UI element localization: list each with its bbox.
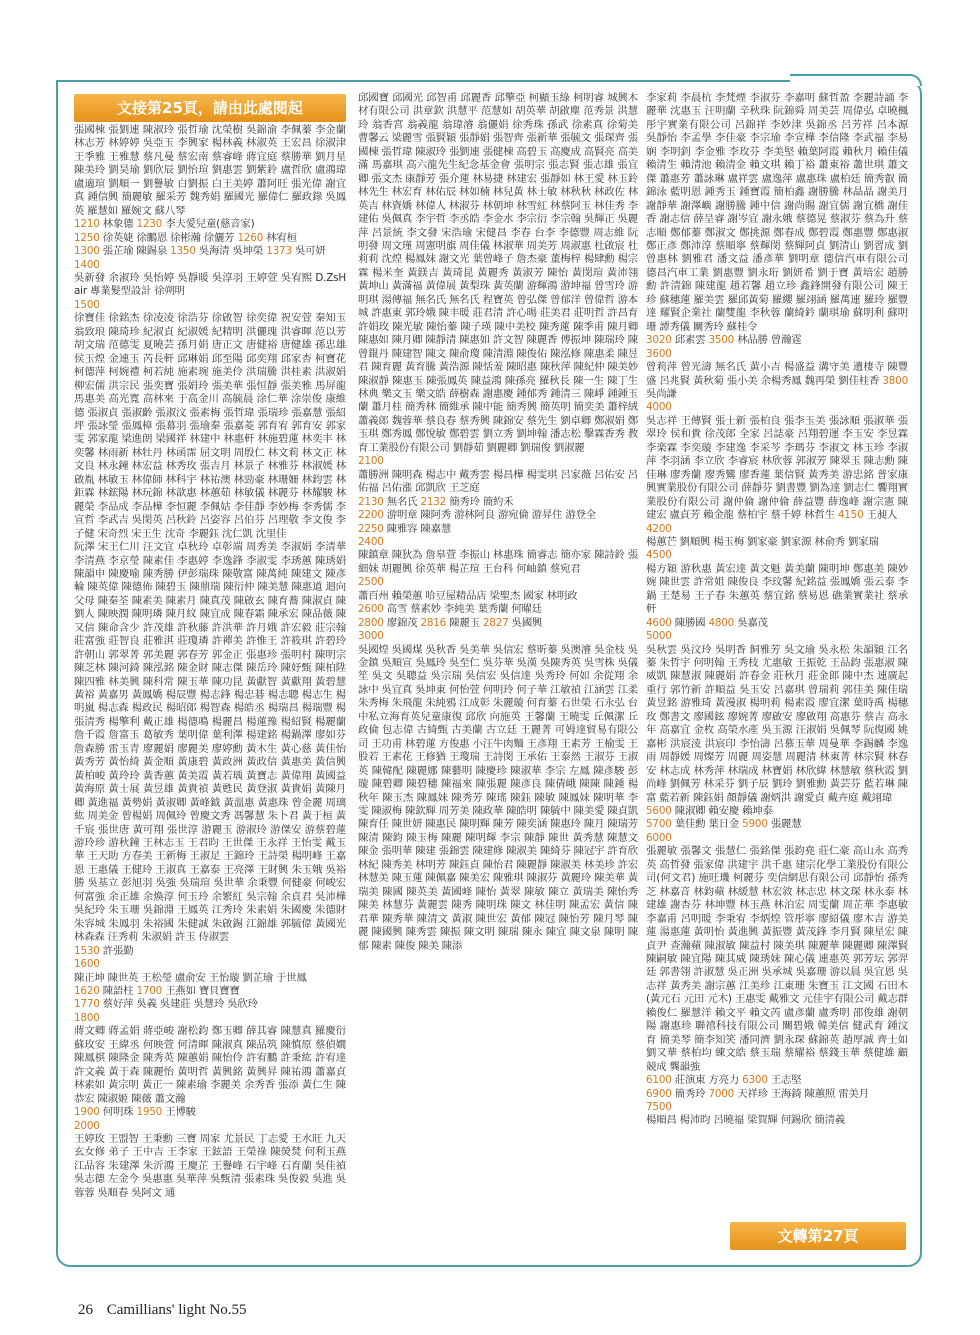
donor-line: 1530 許張勤 [74,944,134,957]
donor-line: 2100 [358,455,384,468]
continued-from-banner: 文接第25頁，請由此處閱起 [74,94,346,122]
donor-line: 陳正坤 陳世英 王松瑩 盧俞安 王怡璇 劉芷瑜 于世鳳 [74,971,307,984]
donor-line: 2200 游明章 陳阿秀 游林阿良 游宛倫 游昇住 游登全 [358,509,596,522]
frame-corner-tab [790,74,922,86]
donor-line: 2130 無名氏 2132 簡秀玲 簡約禾 [358,495,514,508]
donor-line: 5000 [646,630,672,643]
donor-line: 2500 [358,576,384,589]
donor-line: 4600 陳勝國 4800 吳嘉茂 [646,616,768,629]
donor-line: 楊方穎 游秋惠 黃宏達 黃文魁 黃美蘭 陳明坤 鄭惠美 陳妙婉 陳世雲 許常姐 陳俊良 李玟馨 紀銘益 張鳳嬌 張云泰 李鍋 王楚易 王子春 朱蕙英 蔡宜銘 蔡易恩 礁業實業社 蔡承軒 [646,562,908,616]
donor-line: 王婷玫 王盟智 王秉勳 三寶 周家 尤景民 丁志愛 王水旺 九天玄女修 弟子 王中吉 王李家 王鉉語 王榮祿 陳熒焚 何利玉燕 江品容 朱建澤 朱沂鴻 王慶芷 王譽峰 石宇峰 石育蘭 吳佳禎 吳志德 左金今 吳惠惠 吳華萍 吳甄清 張素珠 吳俊毅 吳進 吳蓉蓉 吳順春 吳阿文 通 [74,1132,346,1199]
donor-line: 3000 [358,630,384,643]
donor-line: 1400 [74,258,100,271]
donor-line: 7500 [646,1100,672,1113]
donor-line: 5600 陳淑卿 賴安慶 賴坤泰 [646,805,773,818]
donor-line: 1600 [74,958,100,971]
page-footer [78,1302,247,1319]
donor-line: 1620 陳語柱 1700 王燕如 寶貝寶寶 [74,985,240,997]
donor-line: 張麗敏 張馨文 張慧仁 張銘傑 張鈞堯 莊仁豪 高山永 高秀英 高哲發 張家偉 洪建宇 洪千惠 建宗化學工業股份有限公司(何文君) 施旺璣 柯麗芬 奕信網思有限公司 邱靜怡 孫秀芝 林嘉音 林鈞蘋 林緩慧 林宏敘 林志忠 林文琛 林永泰 林建雄 謝杏芬 林坤豐 林玉燕 林泊宏 周雯蘭 周芷華 李惠敏 李嘉甫 呂明暖 李秉宥 李炳煌 管彤寧 廖紹儀 廖木吉 游美蓮 湯惠蓮 黃明怡 黃進興 黃振豐 黃茂鋒 李月賢 陳星宏 陳貞尹 查瀚蘋 陳淑敏 陳益村 陳美琪 陳麗華 陳麗卿 陳澤賢 陳嗣敏 陳宜陽 陳其威 陳琇妹 陳心儀 連惠英 郭芳坛 郭羿廷 郭書翎 許淑慧 吳正洲 吳承城 吳嘉珊 游以晨 吳宜恩 吳志祥 黃秀美 謝宗蕙 江美珍 江東珊 朱寶玉 江文國 石田木(黃元石 元田 元木) 王惠雯 戴雅文 元佳宇有限公司 戴志群 賴俊仁 羅慧洋 賴文平 賴文芮 盧彥蘭 盧秀明 邵俊雄 謝朝陽 謝惠珍 聯禧科技有限公司 關碧娥 韓美信 健武育 鍾汶育 簡美琴 簡李知笑 潘同濟 劉永琛 蘇錦英 趙厚誠 齊士如 劉又華 蔡柏均 練文皓 蔡玉瑞 蔡耀裕 蔡錢玉華 蔡健雄 顧競成 龔韻強 [646,845,908,1073]
donor-line: 李家莉 李晨杭 李梵煙 李淑芬 李嘉明 蘇哲盈 李麗詩誦 李麗華 沈惠玉 汪明蘭 辛秋珠 阮錦舜 周美芸 周偉弘 卓曉楓 彤宇實業有限公司 呂錦祥 李妙津 吳錦丞 呂芳祥 呂本源 吳靜怡 李孟學 李佳豪 李宗瑜 李宣樺 李信隆 李武福 李易娴 李明釗 李金雅 李玫芬 李美堅 賴葉阿霞 賴秋月 賴佳儀 賴清生 賴清池 賴清金 賴文琪 賴丁裕 蕭東裕 蕭世琪 蕭文傑 蕭惠芳 蕭詠琳 盧祥雲 盧逸萍 盧惠珠 盧柏廷 簡秀叡 簡錦泳 藍明恩 鍾秀玉 鍾寶霞 簡柏鑫 謝勝騰 林晶晶 謝美月 謝靜華 謝澤嶼 謝勝騰 鍾中信 謝尚賜 謝宜儒 謝宜橋 謝佳香 謝志信 薛呈睿 謝岑宜 謝永娥 蔡德晃 蔡淑芬 蔡為升 蔡志順 鄭郁蓁 鄭淑文 鄭挑源 鄭春成 鄭碧霞 鄭惠豐 鄭惠淑 鄭正彥 鄭沛淳 蔡順寧 蔡輝閔 蔡輝阿貞 劉清山 劉習成 劉曾惠林 劉雅君 潘文益 潘彥華 劉明章 德信汽車有限公司 德昌汽車工業 劉惠豐 劉永珩 劉妍希 劉于寶 黃培宏 趙勝勳 許清錦 陳建龍 趙若馨 趙立珍 鑫鋒開發有限公司 陳王珍 蘇穗蓮 羅美雲 羅邱黃菊 羅纓 羅翊涵 羅萬連 羅玲 羅豐達 耀賢企業社 蘭雙龍 李秋蓉 蘭綺鈐 蘭琪瑜 蘇明利 蘇明珊 譚秀儀 關秀玲 蘇桂令 [646,92,908,333]
donor-line: 吳秋雲 吳汶玲 吳明香 飼雅芳 吳文瑜 吳永松 朱韻穎 江名蓁 朱哲宇 何明翰 王秀枝 尤惠敏 王振乾 王品鈞 張惠淑 陳威凱 陳慧淑 陳麗娟 許春金 莊秋月 莊金郎 陳中杰 連廣起重行 郭竹新 許順益 吳玉安 呂嘉琪 曾瑞莉 郭佳美 陳佳瑞 黃昱銘 游雅琦 黃漫淑 楊明莉 楊素霞 廖宜潔 葉時禹 楊穗玫 鄭書文 廖國鉉 廖婉菁 廖啟安 廖啟翔 高惠芬 蔡吉 高永年 高嘉宜 金枚 高榮水產 吳玉源 汪淑娟 吳佩琴 阮復國 姚嘉彬 洪宸淩 洪宸印 李怡濤 呂慕玉華 周曼華 李錫麟 李逸雨 周靜媛 周燦芳 周麗 周姿慧 周麗清 林東菁 林宗賢 林春安 林志成 林秀萍 林瑞成 林寶娟 林欣緯 林慧敏 蔡秋霞 劉尚峰 劉佩芳 林采芬 劉子辰 劉玲 劉雅勳 黃芸芬 藍若琳 陳富 藍若新 陳鈺娟 顏靜儀 謝炳洪 謝愛貞 戴卉庭 戴翊瑋 [646,643,908,804]
donor-line: 曾莉萍 曾光濤 無名氏 黃小吉 楊盛益 溝守美 遺棲寺 陳豐盛 呂兆賢 黃秋菊 張小美 余楊秀鳳 魏再榮 劉佳桂香 3800 吳尚謙 [646,361,908,400]
donor-line: 6900 簡秀玲 7000 天祥珍 王海錡 陳蕙照 雷美月 [646,1087,869,1100]
donor-line: 蔣文卿 蔣孟娟 蔣亞峻 謝松鈞 鄭玉卿 薛其睿 陳慧真 羅慶衍 蘇玫安 王緯丞 何映萱 何清暉 陳淑真 陳品筑 陳慎原 蔡偵嫺 陳鳳棋 陳隆金 陳秀英 陳蕙娟 陳怡伶 許宥鵬 許秉紘 許宥達 許文義 黃于森 陳麗怡 黃明哲 黃興銘 黃興昇 陳祐鴻 蕭嘉貞 林素如 黃宗明 黃正一 陳素瑜 李麗美 余秀香 張添 黃仁生 陳恭宏 陳淑姬 陳薇 蕭文瀚 [74,1025,346,1105]
donor-column-2 [358,92,638,1250]
donor-line: 蕭百州 賴榮蕙 哈豆屋精品店 梁聖杰 國家 林明政 [358,589,578,602]
donor-line: 2600 高雪 蔡素妙 李純美 葉秀蘭 何曜廷 [358,603,542,616]
donor-line: 4000 [646,401,672,414]
donor-line: 1500 [74,298,100,311]
donor-column-3 [646,92,908,1202]
magazine-name: Camillians' light [106,1302,206,1318]
donor-line: 5700 葉佳勳 葉日金 5900 張麗慧 [646,818,802,831]
donor-line: 阮澤 宋王仁川 汪文宜 卓秋玲 卓彰端 周秀美 李淑娟 李清華 李清燕 李京瑩 陳素佳 李惠婷 李逸鋒 李淑雯 李琇蕙 陳琇娟 陳韻申 陳慶喻 陳秀勝 伊彭瑞珠 陳敬富 陳萬純 陳建文 陳彥輪 陳英偉 陳德佈 陳碧玉 陳鼎瑞 陳衍仲 陳美慧 陳惠道 迴向父母 陳秦荃 陳素美 陳素月 陳真茂 陳啟玄 陳育蕎 陳淑貞 陳劉人 陳映潤 陳明璘 陳月紋 陳宜成 陳春霜 陳承宏 陳品薇 陳又信 陳命含少 許茂雄 許秋藤 許洪華 許月娥 許宏毅 莊宗翰 莊富強 莊智良 莊雅淇 莊瓊璘 許禪美 許惟王 許筱琪 許碧玲 許朝山 郭翠菁 郭美麗 郭春芳 郭金正 張惠珍 張明村 陳明宗 陳芝林 陳河錡 陳泓銘 陳金財 陳志傑 陳岳玲 陳妤甄 陳柏陞 陳四雅 林美興 陳科常 陳玉華 陳功昆 黃獻智 黃獻翔 黃碧慧 黃裕 黃嘉男 黃鳳嬌 楊辰豐 楊志鋒 楊忠碁 楊志聰 楊志生 楊明嵐 楊志森 楊政民 楊昭郎 楊智森 楊皓丞 楊瑞昌 楊瑞豐 楊張清秀 楊擎利 戴正雄 楊德鳴 楊麗昌 楊蓮豫 楊紹賢 楊麗蘭 詹千霞 詹富玉 葛敏秀 葉明偉 葉利澤 楊建銘 楊鍋澤 廖如芬 詹森勝 雷玉青 廖麗娟 廖麗美 廖婷勳 黃木生 黃心慈 黃佳怡 黃秀芳 黃怡綺 黃金順 黃康碧 黃政洲 黃政信 黃惠美 黃信興 黃柏峻 黃玲玲 黃香蕙 黃美霞 黃若瑀 黃寶志 黃偉翔 黃國益 黃海原 黃士展 黃昱雄 黃貴禎 黃甦民 黃登淑 黃貴娟 黃陳月卿 黃進福 黃勢娟 黃淑卿 黃峰鉞 黃溫惠 黃惠珠 曾金麗 周璃紘 周美金 曾楊娟 周佩玲 曾慶文秀 馮馨慧 朱卜君 黃于桓 黃千宸 張世唐 黃可翔 張世淳 游麗玉 游淑玲 游傑安 游蔡碧蓮 游玲珍 游秋鐘 王林志玉 王君昀 王世傑 王永祥 王怡雯 戴玉華 王天助 方春美 王新梅 王淑足 王錦玲 王詩榮 楊明峰 王嘉恩 王惠儀 王健玲 王淑真 王嘉泰 王亮澤 王財興 朱玉娥 吳裕勝 吳基立 彭旭羽 吳強 吳瑞瑄 吳世華 余秉豐 何健豪 何峻宏 何富強 余正雄 余煥淳 何玉玲 余繁紅 吳宗翰 余貞君 吳沛樺 吳紀玲 朱玉珊 吳錦淵 王鳳英 江秀玲 朱素娟 朱國慶 朱德財 朱容城 朱鳳羽 朱裕國 朱健誠 朱啟錫 江錦雄 郭毓偉 黃國光 林森森 汪秀莉 朱淑娟 許玉 侍淑雲 [74,541,346,944]
donor-line: 楊順昌 楊沛昀 呂曉福 梁賀輝 何錫欣 簡清義 [646,1114,845,1127]
donor-line: 6100 莊演東 方亮力 6300 王志堅 [646,1074,802,1087]
donor-line: 蕭勝洲 陳明森 楊志中 戴秀雲 楊昌樺 楊雯琪 呂家薇 呂佑安 呂佑福 呂佑漲 邱凱欣 王芝庭 [358,468,638,495]
donor-line: 1250 徐英婕 徐鵬恩 徐彬瀚 徐儷芳 1260 林宥桓 [74,231,297,244]
donor-line: 3600 [646,347,672,360]
donor-line: 2800 廖錦茂 2816 陳麗玉 2827 吳國興 [358,616,543,629]
donor-line: 吳新發 余淑玲 吳怡婷 吳靜暖 吳淳羽 王婷萱 吳宥熙 D.ZsHair 專業髮型設計 徐朔明 [74,271,346,298]
donor-line: 1300 張芷瑜 陳錫泉 1350 吳海清 吳坤榮 1373 吳可妍 [74,245,326,258]
donor-line: 吳國煌 吳國煤 吳秋香 吳美華 吳信宏 蔡昕蓁 吳澳濬 吳金枝 吳金鎮 吳順宣 吳鳳玲 吳至仁 吳芬華 吳漢 吳陳秀英 吳雪株 吳儀笙 吳文 吳聰益 吳宗瑞 吳信宏 吳信達 吳秀玲 何如 余從翔 余詠中 吳宜真 吳坤東 何怡萱 何明玲 何子華 江敏禎 江涵雲 江柔 朱秀梅 朱飛龍 朱純鴉 江成彰 朱麗璇 何育蓁 石世榮 石永弘 台中私立海育英兒童康復 邱欣 向施英 王馨蘭 王曉雯 丘佩潔 丘政倫 包志偉 古綺甄 古美蘭 古立廷 王麗菁 可姆達貿易有限公司 王功甫 林碧蓮 方俊惠 小汪牛肉麵 王彥翔 王素芳 王榆雯 王股若 王素花 王修猶 王瓊瑞 王詩閔 王承佑 王泰然 王淑芬 王淑英 陳韓配 陳麗娜 陳藝明 陳慶珍 陳淑華 李宗 左鳳 陳彥駿 彭璇 陳碧卿 陳碧穗 陳福來 陳張麗 陳彥良 陳倩峨 陳陳 陳鍾 楊秋年 陳玉杰 陳鳳妹 陳秀芳 陳瑤 陳鈺 陳敏 陳鳳妹 陳明華 李雯 陳淑梅 陳欽輝 周芳美 陳政華 陳皓明 陳毓中 陳美愛 陳貞凱 陳育任 陳世妍 陳惠民 陳明輝 陳芳 陳奕涵 陳惠玲 陳月 陳瑞芳 陳清 陳鈞 陳玉梅 陳麗 陳明輝 李宗 陳靜 陳世 黃秀慧 陳慧文 陳金 張明華 陳建 張錦雲 陳建修 陳淑美 陳綺芬 陳冠宇 許育欣 林紀 陳秀美 林明芳 陳鈺貞 陳怡君 陳麗靜 陳淑美 林美珍 許宏 林慧美 陳玉蓮 陳佩嘉 陳美宏 陳雅琪 陳淑芬 黃麗玲 陳美華 黃瑞美 陳國 陳英美 黃國峰 陳怡 黃翠 陳敏 陳立 黃瑞美 陳怡秀 陳美 林慧芬 黃麗雲 陳秀 陳明珠 陳文 林佳明 陳孟宏 黃信 陳君華 陳秀華 陳清文 黃淑 陳世宏 黃郁 陳冠 陳怡芳 陳月琴 陳麗 陳國興 陳秀雲 陳振 陳文明 陳瑞 陳永 陳宜 陳文泉 陳明 陳郁 陳素 陳俊 陳美 陳添 [358,643,638,952]
donor-line: 4200 [646,522,672,535]
donor-line: 張國棟 張劉連 陳淑玲 張哲瑜 沈榮樹 吳錦渝 李佩蓁 李金蘭 林志芳 林婷婷 吳亞玉 李興家 楊林義 林淑英 王宏昌 徐淑津 王季雅 王雅慧 蔡凡曼 蔡宏南 蔡睿峰 蔣宜庭 蔡勝華 劉月星 陳美玲 劉昊瑜 劉欣辰 劉怡瑄 劉惠雲 劉紫鈴 盧哲欣 盧鴻瑋 盧適瑄 劉順一 劉譽敏 白劉振 白王美婷 蕭阿旺 張光偉 謝宜真 鍾信興 簡麗敏 羅采芳 魏秀娟 羅國光 羅偉仁 羅政錄 吳鳳英 羅慧如 羅婉文 蘇八琴 [74,124,346,217]
issue-number: No.55 [209,1302,247,1318]
donor-line: 1900 何明珠 1950 王博駿 [74,1106,196,1119]
donor-column-1 [74,124,346,1246]
donor-line: 楊蕙芒 劉順興 楊玉梅 劉家豪 劉家源 林俞秀 劉家瑞 [646,535,879,548]
donor-line: 6000 [646,831,672,844]
donor-line: 陳鎮章 陳狄為 詹皋萱 李振山 林惠珠 簡睿志 簡亦家 陳詩鈴 張細妹 胡麗興 徐英華 楊芷瑄 王台科 何岫鎮 蔡宛君 [358,549,638,575]
donor-line: 徐寶佳 徐銘杰 徐凌凌 徐浩芬 徐啟智 徐奕偉 祝安萱 秦知玉 翁致琅 陳琦珍 紀淑貞 紀淑媛 紀精明 洪儷瑰 洪睿暉 范以芳 胡文瑞 范德雯 夏曉芸 孫月娟 唐正文 唐健裕 唐健雄 孫忠雄 侯玉煌 金連玉 芮長軒 邱琳娟 邱至陽 邱奕翔 邱家杏 柯寶花 柯德萍 柯婉禮 柯若純 施素琬 施美伶 洪瑞騰 洪桂素 洪淑娟 柳宏儒 洪宗民 張奕寶 張娟玲 張美華 張恒靜 張美雅 馬屏龍 馬惠美 高光寬 高林來 于高金川 高毓晨 涂仁華 涂崇俊 康維德 張淑貞 張淑齡 張淑汶 張素梅 張哲瑋 張瑞珍 張嘉慧 張紹坪 張詠瑩 張鳳樟 張幕羽 張瑜秦 張嘉菱 郭育宥 郭育安 郭家雯 郭家龍 梁進朗 梁國祥 林建中 林惠軒 林施碧蓮 林奕丰 林奕馨 林雨新 林牡丹 林函霈 屈文明 周殷仁 林文莉 林文正 林文良 林永鐘 林宏益 林秀玫 張吉月 林景子 林雅芬 林淑媛 林啟胤 林敏玉 林偉師 林科宇 林祐澳 林勁豪 林珊姍 林鈞雲 林鉅霖 林鋐陽 林玩錦 林歆惠 林蕙茹 林敏儀 林麗芬 林耀駿 林麗榮 李品成 李品樺 李恒麗 李佩姑 李佳靜 李妙梅 李秀儒 李宣哲 李武吉 吳閔英 呂秋鈴 呂姿容 呂伯芬 呂理敬 李文俊 李子健 宋奇烈 宋王生 沈奇 李麗鈺 沈仁凱 沈里佳 [74,312,346,540]
donor-line: 2250 陳雅容 陳嘉慧 [358,522,452,535]
donor-line: 1770 蔡好萍 吳義 吳建莊 吳慧玲 吳欣玲 [74,998,258,1011]
donor-line: 2000 [74,1119,100,1132]
donor-line: 吳志祥 王傳賢 張士新 張柏良 張李玉美 張詠順 張淑華 張翠玲 侯和貴 徐茂郎 全家 呂誌豪 呂翔碧運 李玉安 李昱霖 李楽霖 李奕璇 李建逸 李采芩 李瑪芬 李淑文 林玉珍 李淑萍 李羽涵 李立欣 李睿宸 林欣蓉 郭淑芳 陳翠玉 陳志勳 陳佳琳 廖秀蘭 廖秀鸞 廖香蓮 葉信賢 黃秀美 游忠銘 普家康興實業股份有限公司 薛靜芬 劉書豐 劉為達 劉志仁 饗翔實業股份有限公司 謝仲倫 謝仲倫 薛益豐 薛逸峰 謝宗憲 陳建宏 盧貞芳 賴金龍 蔡柏宇 蔡千婷 林哲生 4150 王昶人 [646,414,908,522]
donor-line: 4500 [646,549,672,562]
donor-line: 邱國寶 邱國光 邱智甫 邱麗香 邱擎亞 柯顯玉綠 柯明睿 城興木材有限公司 洪章欽 洪慧平 范慧如 胡英華 胡啟塵 范秀景 洪慧玲 翁香宮 翁義龍 翁瑋濬 翁儷娟 徐秀珠 孫武 徐素真 徐菊美 曹馨云 梁麗雪 張賢穎 張靜娟 張智齊 張新華 張毓文 張琛齊 張國棟 張哲瑋 陳淑玲 張劉連 張健棟 高碧玉 高慶成 高賢亮 高美滿 馬嘉琪 高六龍先生紀念基金會 張明宗 張志賢 張志雄 張宜卿 張文杰 康靜芳 張介蓮 林易捷 林建宏 張靜如 林王愛 林玉鈴 林先生 林宏育 林佑辰 林如楠 林兒黃 林士敏 林秋秋 林政佐 林英吉 林資嬌 林偉人 林淑芬 林朝坤 林雪紅 林蔡阿玉 林佳秀 李建佑 吳佩真 李宇哲 李丞皓 李金水 李宗衍 李宗翰 吳輝正 吳麗萍 呂景統 李文發 宋浩瑜 宋健昌 李春 台李 李德豐 周志維 阮明發 周文瑾 周憲明旗 周佳儀 林淑華 周美芳 周淑惠 杜啟宸 杜莉莉 沈煌 楊鳳妹 謝文光 葉曾峰子 詹杰豪 董梅梓 楊肆勳 楊宗霖 楊米奎 黃鎂吉 黃琦昆 黃麗秀 黃淑芳 陳怡 黃閔瑄 黃沛翎 黃坤山 黃滿福 黃偉展 黃梨珠 黃英蘭 游輝鴻 游坤福 曾雪玲 游明琪 湯傳福 無名氏 無名氏 程寶英 曾弘傑 曾郁洋 曾偉哲 游本城 許惠東 郭玲娥 陳丰暖 莊君清 許心暘 莊美君 莊明哲 許昌育 許娟玫 陳光敏 陳怡蓁 陳子瑛 陳中美校 陳秀蓮 陳季甫 陳月卿 陳惠如 陳月卿 陳靜清 陳惠如 許文智 陳麗香 傅振坤 陳瑞玲 陳曾錕丹 陳建智 陳文 陳俞瓊 陳清淵 陳俊佑 陳泓修 陳惠柔 陳昱君 陳育麗 黃育騰 黃浩源 陳恬羞 陳昭惠 陳秋萍 陳紀仲 陳美妙 陳淑靜 陳惠玉 陳張鳳英 陳益鴻 陳孫亮 羅秋長 陳一生 陳丁生 林典 樂文玉 樂文皓 薛樹森 謝惠慶 鍾郁秀 鍾清三 陳崢 鍾鍾玉蘭 蕭月桂 簡秀林 簡維承 陳中能 簡秀興 簡英明 簡奕美 蕭梓絨 蕭義郎 魏蓉華 蔡良春 蔡秀興 陳錦安 蔡先生 劉卓卿 鄭淑娟 鄭玉琪 鄭秀鳳 鄭悅敏 鄭碧雲 劉立秀 劉坤翰 潘志松 擊霖香秀 教育工業股份有限公司 劉靜茹 劉麗卿 劉瑞俊 劉淑麗 [358,92,638,454]
donor-line: 1800 [74,1011,100,1024]
page-number: 26 [78,1302,93,1318]
donor-line: 2400 [358,535,384,548]
donor-line: 3020 邱素雲 3500 林品勝 曾瀚霆 [646,334,802,347]
donor-line: 1210 林象德 1230 李夫愛兒童(慈音家) [74,218,255,231]
continued-to-banner: 文轉第27頁 [730,1222,906,1250]
